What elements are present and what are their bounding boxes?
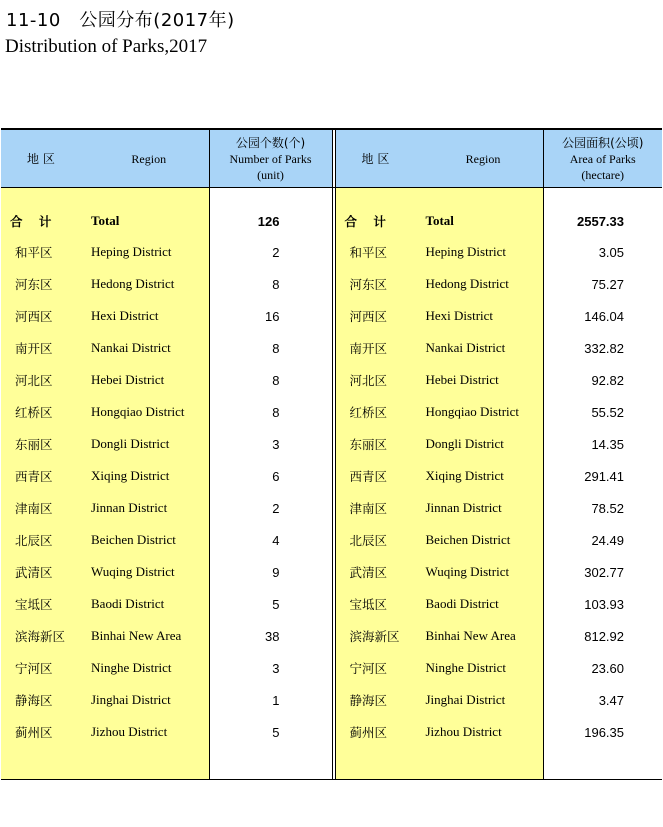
spacer-row: [1, 748, 662, 780]
district-name-en: Wuqing District: [425, 564, 510, 579]
district-name-cn: 东丽区: [15, 437, 53, 452]
table-row: [1, 268, 662, 300]
parks-count: 8: [209, 396, 332, 428]
district-name-en: Heping District: [425, 244, 507, 259]
district-name-en: Jinnan District: [425, 500, 502, 515]
header-area: [543, 129, 662, 188]
district-name-en: Nankai District: [425, 340, 506, 355]
header-area-en: Area of Parks: [569, 151, 636, 166]
district-name-en: Nankai District: [91, 340, 171, 355]
total-label-en: Total: [91, 213, 120, 228]
district-name-en: Hexi District: [425, 308, 494, 323]
parks-count: 5: [209, 716, 332, 748]
total-label-cn: 合 计: [10, 214, 58, 229]
header-region-left: [1, 129, 209, 188]
header-region-cn: 地 区: [27, 151, 55, 166]
district-name-cn: 河东区: [349, 277, 388, 292]
district-name-cn: 宝坻区: [349, 597, 388, 612]
table-row: [1, 684, 662, 716]
district-name-cn: 东丽区: [349, 437, 388, 452]
parks-count: 5: [209, 588, 332, 620]
district-name-cn: 北辰区: [15, 533, 53, 548]
district-name-cn: 和平区: [15, 245, 53, 260]
parks-area: 332.82: [543, 332, 662, 364]
parks-count: 4: [209, 524, 332, 556]
district-name-en: Baodi District: [425, 596, 499, 611]
parks-count: 8: [209, 364, 332, 396]
district-name-en: Jinnan District: [91, 500, 168, 515]
parks-count: 6: [209, 460, 332, 492]
parks-count: 8: [209, 332, 332, 364]
parks-count: 9: [209, 556, 332, 588]
table-row: [1, 556, 662, 588]
district-name-cn: 西青区: [349, 469, 388, 484]
district-name-cn: 津南区: [15, 501, 53, 516]
parks-area: 24.49: [543, 524, 662, 556]
district-name-cn: 河北区: [15, 373, 53, 388]
district-name-en: Beichen District: [425, 532, 511, 547]
parks-area: 3.47: [543, 684, 662, 716]
header-parks-unit: (unit): [257, 167, 284, 182]
district-name-cn: 河西区: [15, 309, 53, 324]
district-name-en: Xiqing District: [91, 468, 170, 483]
district-name-en: Hongqiao District: [91, 404, 185, 419]
parks-area: 75.27: [543, 268, 662, 300]
table-title-en: Distribution of Parks,2017: [5, 36, 208, 57]
header-region-en: Region: [131, 151, 167, 166]
table-row: [1, 300, 662, 332]
district-name-en: Baodi District: [91, 596, 165, 611]
district-name-cn: 蓟州区: [349, 725, 388, 740]
district-name-cn: 蓟州区: [15, 725, 53, 740]
district-name-cn: 西青区: [15, 469, 53, 484]
district-name-en: Hedong District: [425, 276, 509, 291]
district-name-en: Ninghe District: [425, 660, 507, 675]
header-region-cn: 地 区: [361, 151, 390, 166]
district-name-cn: 津南区: [349, 501, 388, 516]
table-row: [1, 524, 662, 556]
district-name-cn: 宁河区: [15, 661, 53, 676]
parks-table: [1, 128, 662, 780]
district-name-en: Beichen District: [91, 532, 176, 547]
district-name-cn: 滨海新区: [15, 629, 66, 644]
district-name-en: Xiqing District: [425, 468, 504, 483]
parks-area: 146.04: [543, 300, 662, 332]
parks-count: 3: [209, 652, 332, 684]
header-parks: [209, 129, 332, 188]
total-row: [1, 206, 662, 236]
district-name-en: Jizhou District: [91, 724, 168, 739]
total-label-en: Total: [425, 213, 454, 228]
district-name-cn: 北辰区: [349, 533, 388, 548]
district-name-cn: 和平区: [349, 245, 388, 260]
header-parks-cn: 公园个数(个): [235, 135, 306, 150]
district-name-en: Dongli District: [91, 436, 170, 451]
parks-area: 3.05: [543, 236, 662, 268]
district-name-en: Hedong District: [91, 276, 175, 291]
district-name-cn: 南开区: [349, 341, 388, 356]
district-name-cn: 宝坻区: [15, 597, 53, 612]
district-name-cn: 河东区: [15, 277, 53, 292]
parks-count: 1: [209, 684, 332, 716]
header-row: [1, 129, 662, 188]
table-row: [1, 716, 662, 748]
district-name-cn: 武清区: [349, 565, 388, 580]
parks-area: 14.35: [543, 428, 662, 460]
header-parks-en: Number of Parks: [229, 151, 312, 166]
total-label-cn: 合 计: [344, 214, 392, 229]
header-region-en: Region: [465, 151, 501, 166]
district-name-en: Wuqing District: [91, 564, 175, 579]
district-name-en: Jinghai District: [425, 692, 506, 707]
table-row: [1, 236, 662, 268]
district-name-en: Hongqiao District: [425, 404, 520, 419]
table-row: [1, 620, 662, 652]
district-name-cn: 静海区: [15, 693, 53, 708]
table-row: [1, 492, 662, 524]
table-row: [1, 652, 662, 684]
district-name-en: Heping District: [91, 244, 172, 259]
parks-area: 55.52: [543, 396, 662, 428]
parks-area: 103.93: [543, 588, 662, 620]
district-name-en: Jinghai District: [91, 692, 171, 707]
parks-area: 291.41: [543, 460, 662, 492]
district-name-cn: 武清区: [15, 565, 53, 580]
district-name-cn: 宁河区: [349, 661, 388, 676]
parks-count: 16: [209, 300, 332, 332]
parks-area: 78.52: [543, 492, 662, 524]
table-row: [1, 364, 662, 396]
table-row: [1, 332, 662, 364]
spacer-row: [1, 188, 662, 207]
district-name-en: Binhai New Area: [91, 628, 182, 643]
table-row: [1, 460, 662, 492]
district-name-cn: 静海区: [349, 693, 388, 708]
district-name-en: Binhai New Area: [425, 628, 516, 643]
parks-area: 812.92: [543, 620, 662, 652]
header-region-right: [335, 129, 543, 188]
total-area: 2557.33: [543, 206, 662, 236]
parks-count: 2: [209, 492, 332, 524]
district-name-cn: 红桥区: [349, 405, 388, 420]
district-name-en: Jizhou District: [425, 724, 502, 739]
total-parks: 126: [209, 206, 332, 236]
district-name-en: Ninghe District: [91, 660, 172, 675]
parks-area: 92.82: [543, 364, 662, 396]
table-row: [1, 428, 662, 460]
parks-area: 23.60: [543, 652, 662, 684]
district-name-en: Dongli District: [425, 436, 504, 451]
table-title-cn: 11-10 公园分布(2017年): [6, 10, 235, 31]
parks-count: 38: [209, 620, 332, 652]
parks-area: 302.77: [543, 556, 662, 588]
header-area-unit: (hectare): [581, 167, 625, 182]
district-name-en: Hebei District: [425, 372, 499, 387]
district-name-cn: 河西区: [349, 309, 388, 324]
table-row: [1, 396, 662, 428]
table-row: [1, 588, 662, 620]
district-name-en: Hexi District: [91, 308, 159, 323]
district-name-cn: 滨海新区: [349, 629, 400, 644]
parks-count: 8: [209, 268, 332, 300]
parks-count: 3: [209, 428, 332, 460]
parks-count: 2: [209, 236, 332, 268]
district-name-en: Hebei District: [91, 372, 165, 387]
district-name-cn: 河北区: [349, 373, 388, 388]
header-area-cn: 公园面积(公顷): [562, 135, 644, 150]
district-name-cn: 红桥区: [15, 405, 53, 420]
parks-area: 196.35: [543, 716, 662, 748]
district-name-cn: 南开区: [15, 341, 53, 356]
